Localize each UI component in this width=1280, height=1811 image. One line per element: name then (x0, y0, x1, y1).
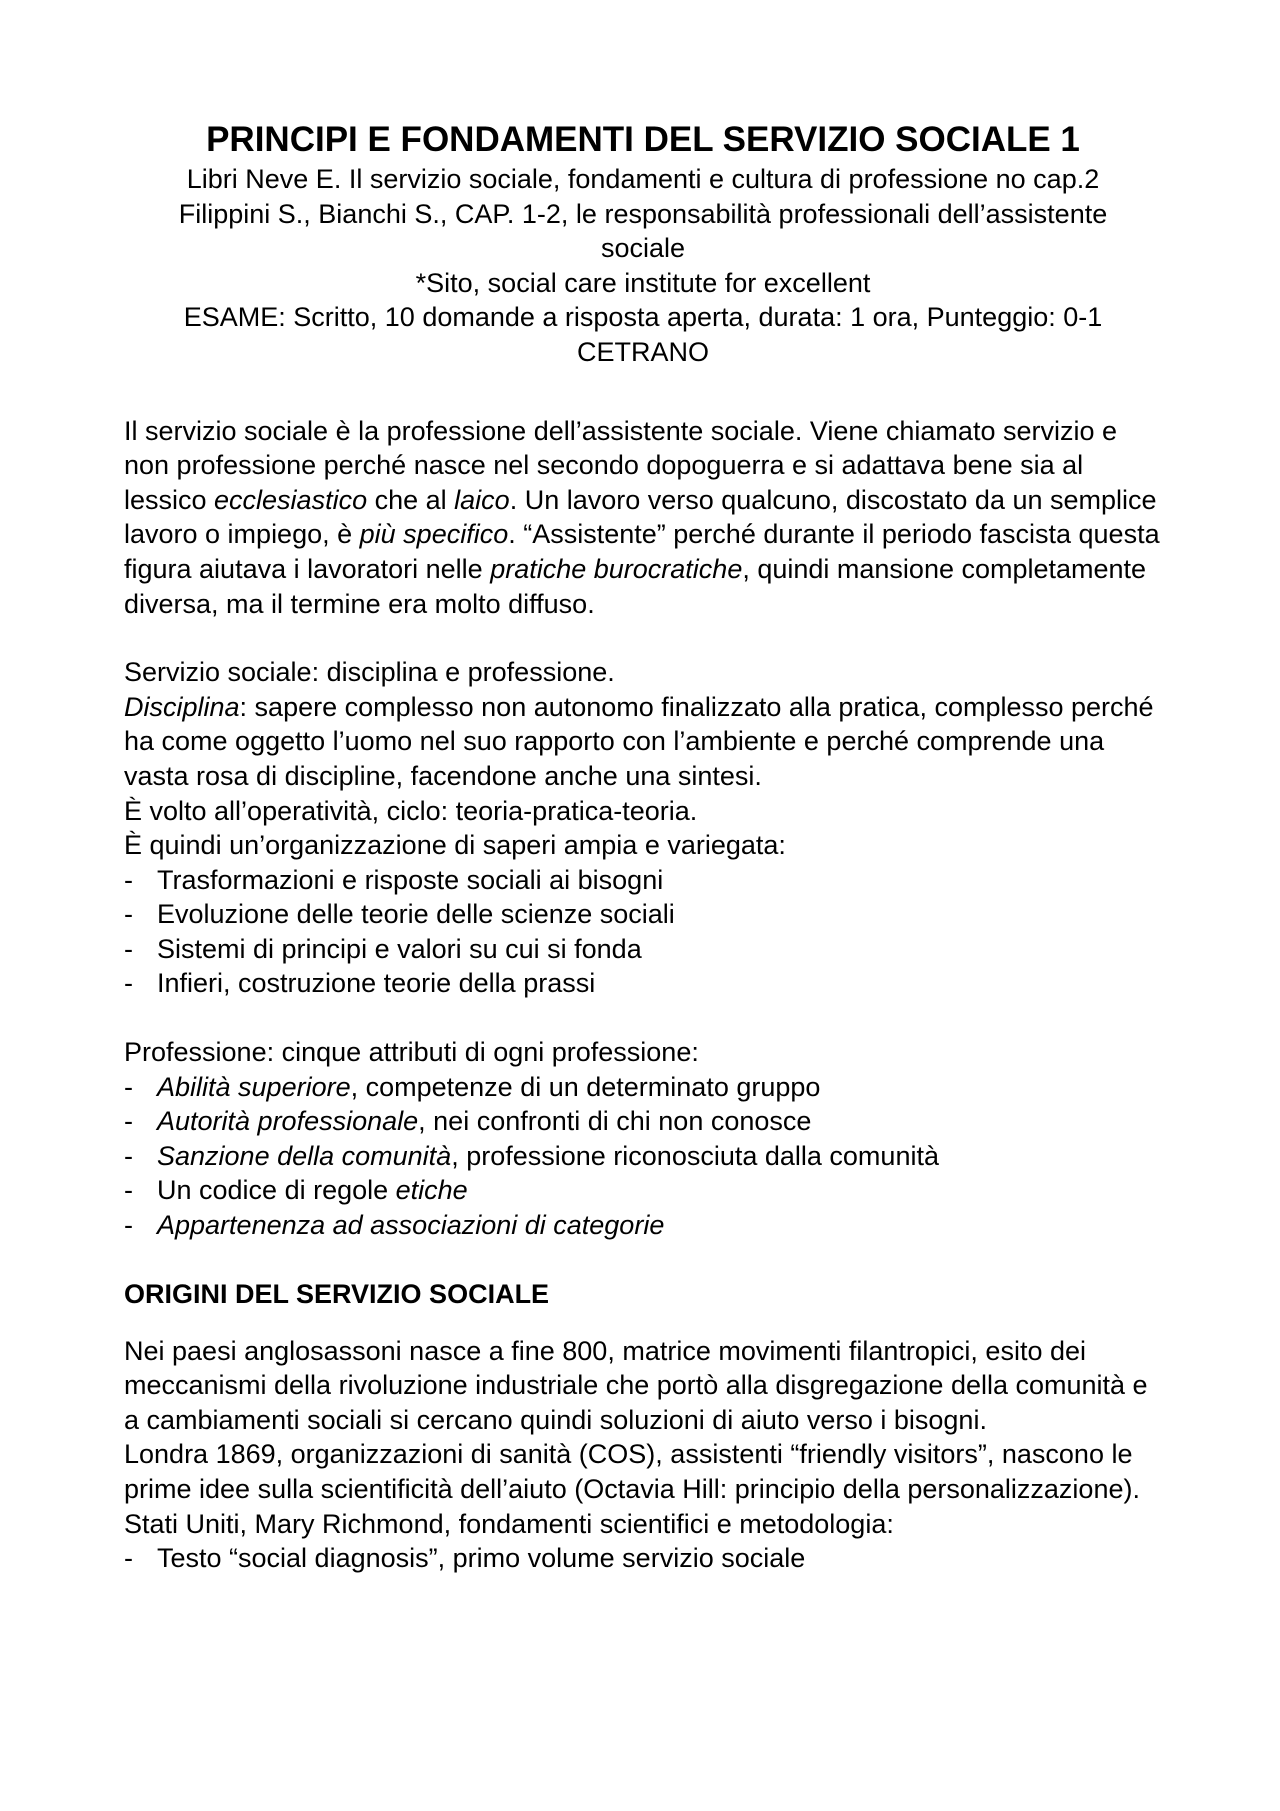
dash-bullet: - (124, 899, 133, 930)
intro-em-ecclesiastico: ecclesiastico (214, 484, 368, 515)
origins-paragraph-stati-uniti: Stati Uniti, Mary Richmond, fondamenti scientifici e metodologia: (124, 1508, 894, 1539)
list-item-text: Testo “social diagnosis”, primo volume servizio sociale (157, 1543, 806, 1574)
list-item-emphasis: Abilità superiore (157, 1071, 351, 1102)
origins-section (124, 1277, 1162, 1576)
document-header (124, 118, 1162, 370)
profession-intro: Professione: cinque attributi di ogni professione: (124, 1037, 699, 1068)
dash-bullet: - (124, 933, 133, 964)
header-line-site: *Sito, social care institute for excellent (415, 267, 871, 298)
origins-list (124, 1541, 1162, 1576)
list-item-text: , competenze di un determinato gruppo (350, 1071, 821, 1102)
intro-paragraph (124, 414, 1162, 622)
discipline-definition (124, 690, 1162, 794)
header-line-authors: Filippini S., Bianchi S., CAP. 1-2, le responsabilità professionali dell’assistente (178, 198, 1108, 229)
intro-em-laico: laico (454, 484, 510, 515)
dash-bullet: - (124, 1071, 133, 1102)
intro-text-1: Il servizio sociale è la professione dell’assistente sociale. Viene chiamato servizio e non professione perché nasce nel secondo dopoguerra e si adattava bene sia al lessico (124, 415, 1118, 515)
list-item-text: Infieri, costruzione teorie della prassi (157, 968, 596, 999)
list-item-text: , professione riconosciuta dalla comunità (451, 1140, 939, 1171)
dash-bullet: - (124, 968, 133, 999)
header-line-professor: CETRANO (576, 336, 709, 367)
discipline-list (124, 863, 1162, 1001)
list-item-emphasis: Autorità professionale (157, 1106, 419, 1137)
list-item-emphasis: Appartenenza ad associazioni di categorie (157, 1210, 665, 1241)
list-item (124, 1139, 1162, 1174)
dash-bullet: - (124, 1106, 133, 1137)
dash-bullet: - (124, 1140, 133, 1171)
profession-section (124, 1035, 1162, 1243)
list-item (124, 1070, 1162, 1105)
intro-text-4: . “Assistente” perché durante il periodo fascista questa figura aiutava i lavoratori nelle (124, 519, 1160, 584)
list-item (124, 1541, 1162, 1576)
intro-text-2: che al (367, 484, 455, 515)
discipline-label: Disciplina (124, 691, 240, 722)
discipline-intro: Servizio sociale: disciplina e professione. (124, 657, 615, 688)
list-item-text: Sistemi di principi e valori su cui si fonda (157, 933, 642, 964)
discipline-definition-text: : sapere complesso non autonomo finalizzato alla pratica, complesso perché ha come oggetto l’uomo nel suo rapporto con l’ambiente e perché comprende una vasta rosa di discipline, facendone anche una sintesi. (124, 691, 1154, 791)
list-item (124, 1104, 1162, 1139)
header-line-exam: ESAME: Scritto, 10 domande a risposta aperta, durata: 1 ora, Punteggio: 0-1 (183, 302, 1103, 333)
discipline-section (124, 655, 1162, 1001)
intro-em-burocratiche: pratiche burocratiche (490, 553, 743, 584)
section-heading-origini: ORIGINI DEL SERVIZIO SOCIALE (124, 1278, 550, 1309)
header-line-authors-cont: sociale (600, 233, 686, 264)
list-item (124, 1173, 1162, 1208)
list-item-text: Trasformazioni e risposte sociali ai bisogni (157, 864, 664, 895)
list-item (124, 966, 1162, 1001)
intro-text-3: . Un lavoro verso qualcuno, discostato da un semplice lavoro o impiego, è (124, 484, 1157, 550)
list-item-emphasis: etiche (395, 1175, 468, 1206)
list-item (124, 1208, 1162, 1243)
discipline-line-organizzazione: È quindi un’organizzazione di saperi ampia e variegata: (124, 830, 786, 861)
page-title: PRINCIPI E FONDAMENTI DEL SERVIZIO SOCIALE 1 (206, 120, 1080, 159)
list-item-emphasis: Sanzione della comunità (157, 1140, 452, 1171)
list-item-text: Evoluzione delle teorie delle scienze sociali (157, 899, 675, 930)
intro-em-specifico: più specifico (359, 519, 509, 550)
profession-list (124, 1070, 1162, 1243)
dash-bullet: - (124, 1210, 133, 1241)
discipline-line-operativita: È volto all’operatività, ciclo: teoria-pratica-teoria. (124, 795, 698, 826)
intro-text-5: , quindi mansione completamente diversa, ma il termine era molto diffuso. (124, 553, 1147, 619)
list-item (124, 863, 1162, 898)
dash-bullet: - (124, 1543, 133, 1574)
origins-paragraph-londra: Londra 1869, organizzazioni di sanità (COS), assistenti “friendly visitors”, nascono le prime idee sulla scientificità dell’aiuto (Octavia Hill: principio della personalizzazione). (124, 1439, 1140, 1504)
dash-bullet: - (124, 1175, 133, 1206)
dash-bullet: - (124, 864, 133, 895)
list-item-text: , nei confronti di chi non conosce (418, 1106, 812, 1137)
list-item (124, 932, 1162, 967)
header-line-books: Libri Neve E. Il servizio sociale, fondamenti e cultura di professione no cap.2 (186, 164, 1100, 194)
list-item (124, 897, 1162, 932)
list-item-text: Un codice di regole (157, 1175, 396, 1206)
origins-paragraph-anglosassoni: Nei paesi anglosassoni nasce a fine 800, matrice movimenti filantropici, esito dei meccanismi della rivoluzione industriale che portò alla disgregazione della comunità e a cambiamenti sociali si cercano quindi soluzioni di aiuto verso i bisogni. (124, 1335, 1148, 1435)
